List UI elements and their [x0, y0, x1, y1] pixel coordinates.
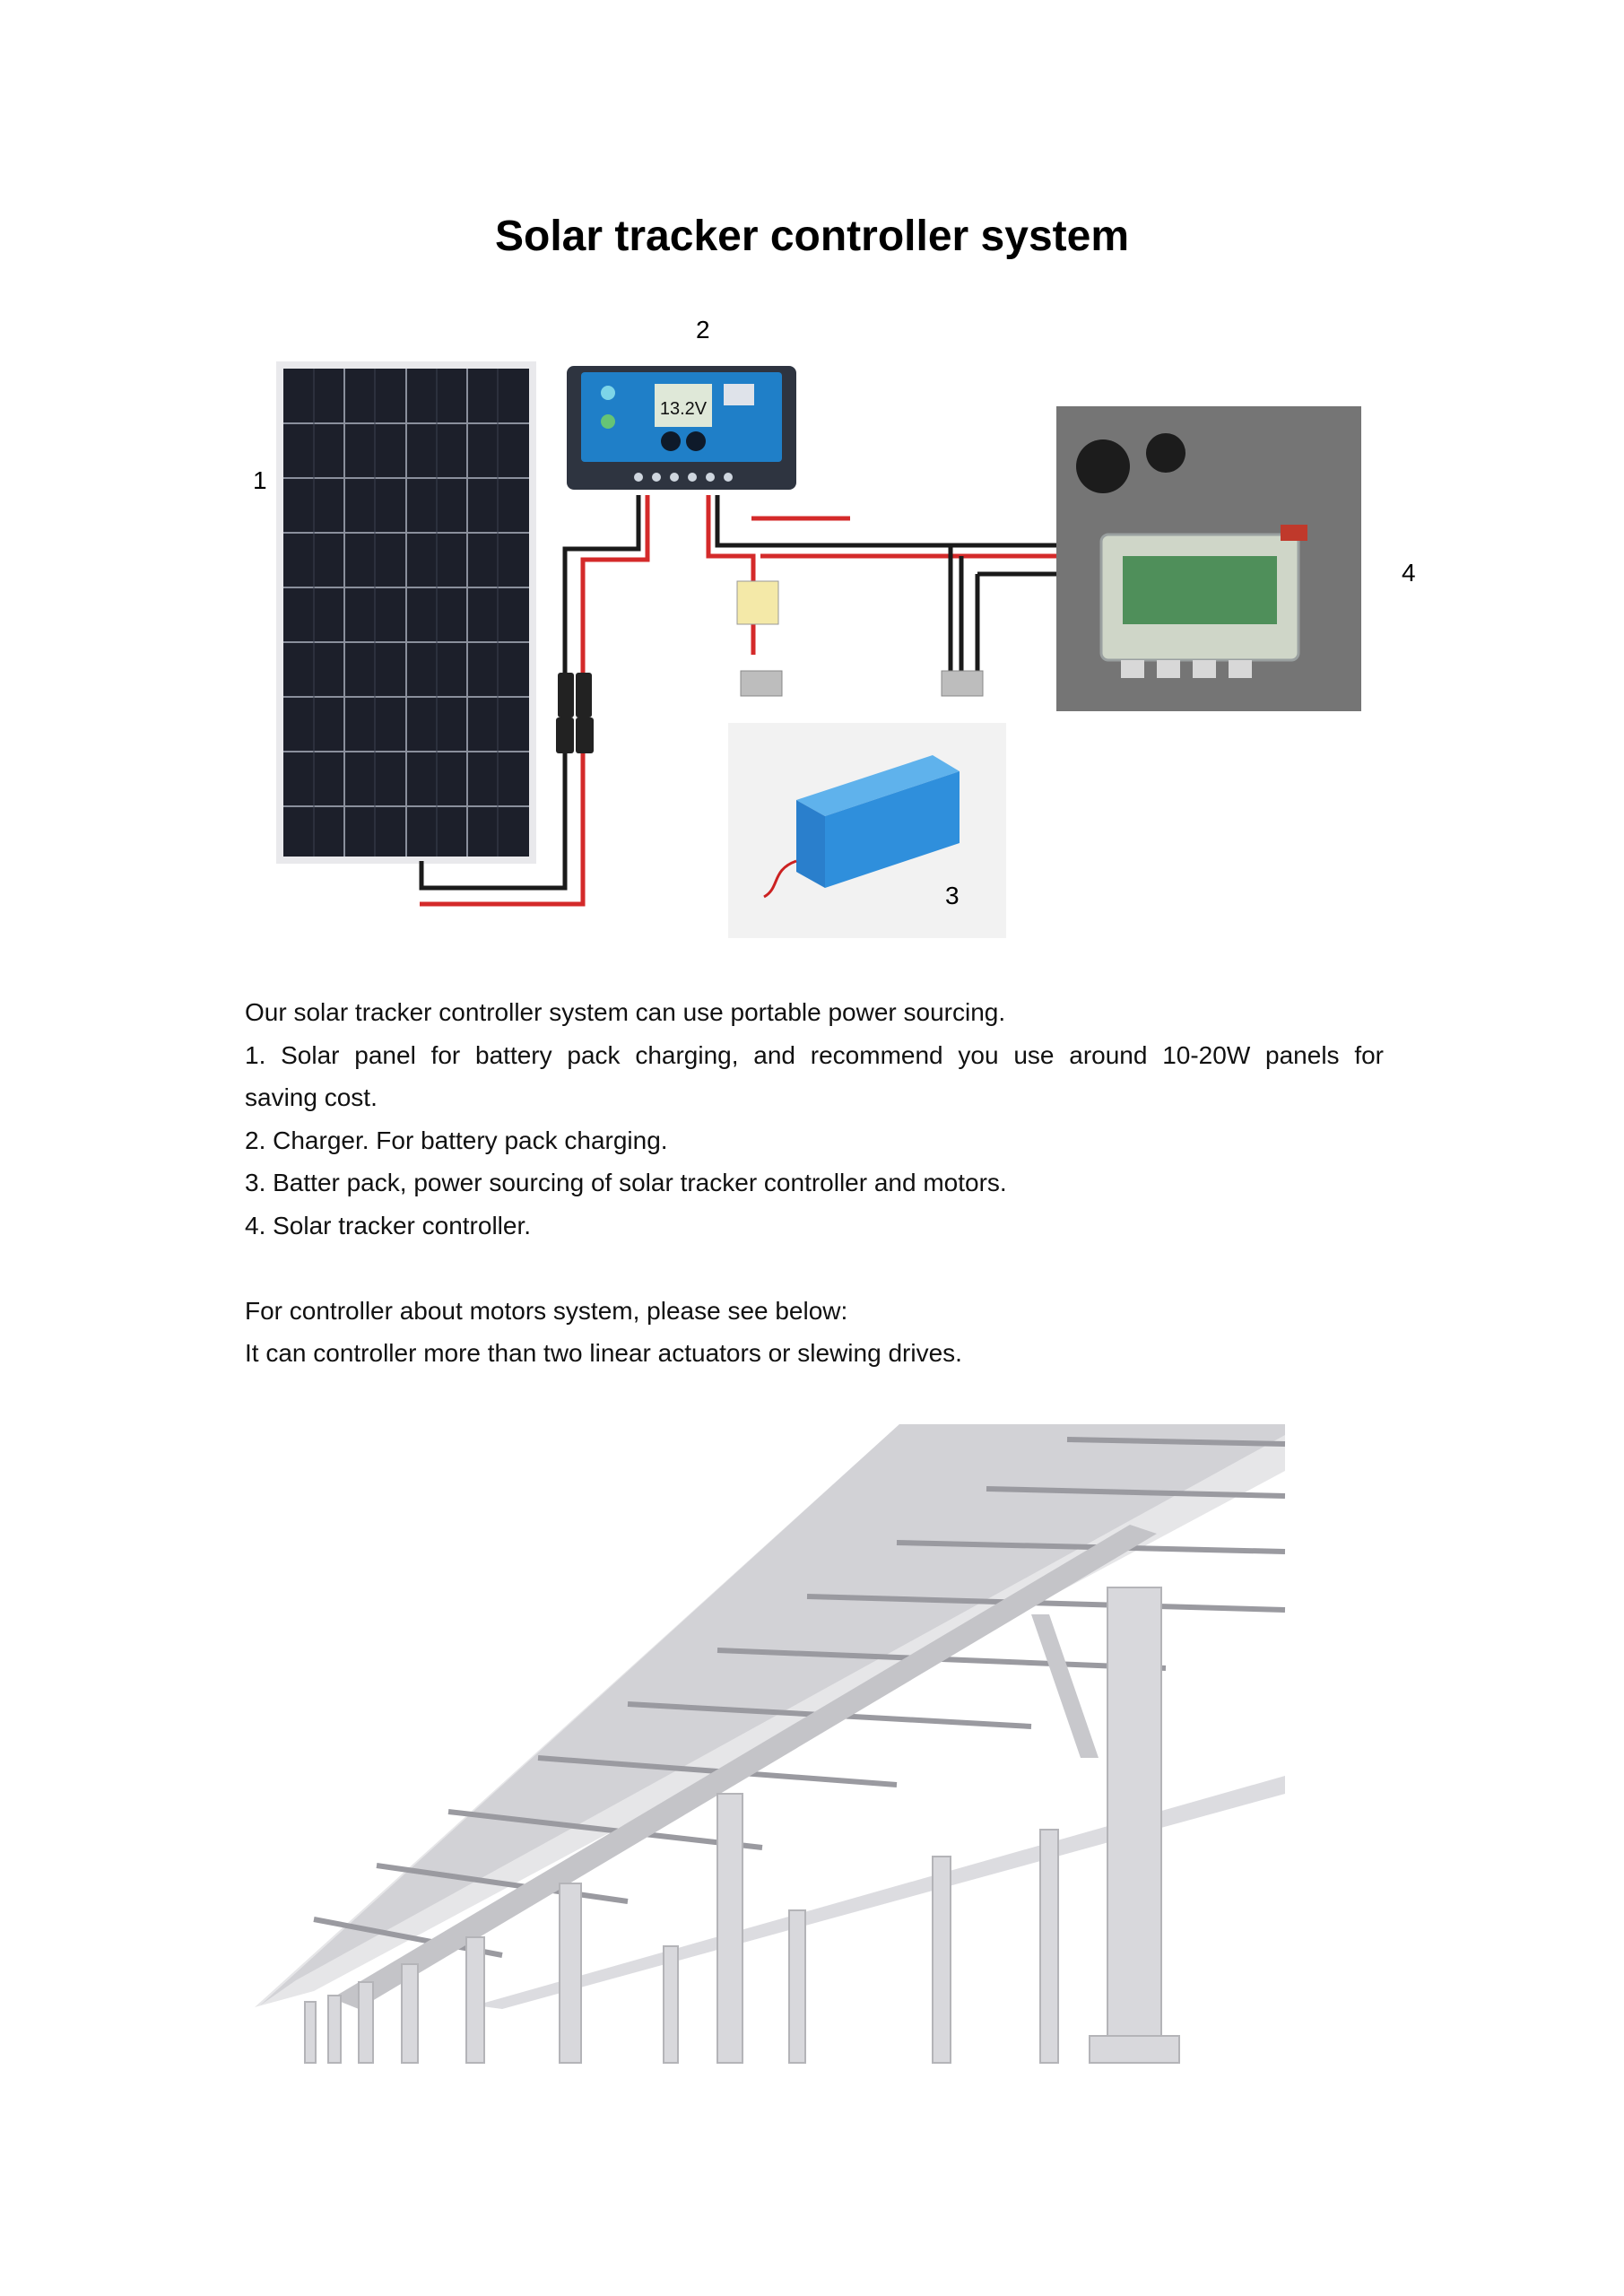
intro-text: Our solar tracker controller system can use portable power sourcing.: [245, 998, 1006, 1026]
list-item-4: 4. Solar tracker controller.: [245, 1211, 532, 1239]
motors-text-2: It can controller more than two linear actuators or slewing drives.: [245, 1339, 962, 1367]
diagram-label-4: 4: [1402, 559, 1416, 587]
list-item-1-line-1: 1. Solar panel for battery pack charging, and recommend you use around 10-20W panels for: [245, 1040, 1384, 1069]
charge-controller-image: [567, 366, 796, 490]
motors-text-1: For controller about motors system, please see below:: [245, 1296, 848, 1325]
list-item-1-line-2: saving cost.: [245, 1083, 378, 1111]
list-item-2: 2. Charger. For battery pack charging.: [245, 1126, 668, 1154]
solar-panel-image: [276, 361, 536, 864]
battery-pack-image: [728, 723, 1006, 938]
page-title: Solar tracker controller system: [495, 213, 1129, 260]
diagram-label-2: 2: [696, 316, 710, 344]
list-item-3: 3. Batter pack, power sourcing of solar tracker controller and motors.: [245, 1169, 1007, 1196]
fuse-block: [737, 581, 983, 696]
controller-display-value: 13.2V: [659, 399, 708, 419]
system-diagram: [0, 0, 1624, 951]
diagram-label-1: 1: [253, 466, 267, 494]
tracker-controller-image: [1056, 406, 1361, 711]
diagram-label-3: 3: [945, 882, 960, 909]
description: [245, 991, 1384, 1375]
